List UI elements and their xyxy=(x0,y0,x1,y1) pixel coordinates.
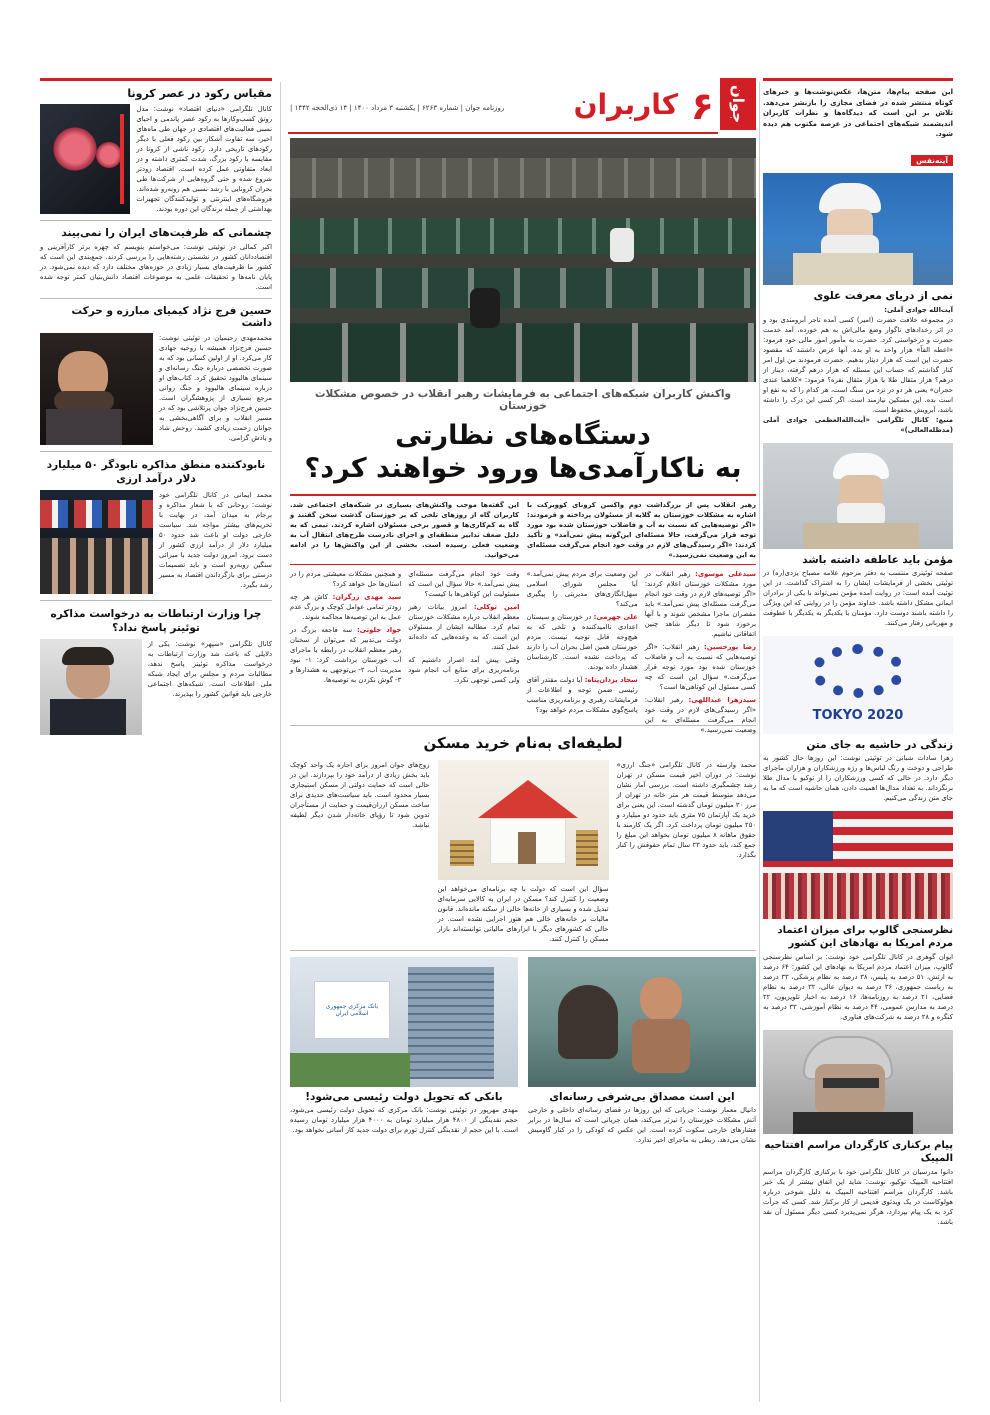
bottom1-title: این است مصداق بی‌شرفی رسانه‌ای xyxy=(549,1091,735,1103)
story1-title: نمی از دریای معرفت علوی xyxy=(813,289,953,302)
parliament-photo xyxy=(290,138,756,382)
intro-text: این صفحه پیام‌ها، متن‌ها، عکس‌نوشت‌ها و خبرهای کوتاه منتشر شده در فضای مجازی را بازنشر می‌دهد. تلاش بر این است که دیدگاه‌ها و نظرات کاربران اندیشمند شبکه‌های اجتماعی در عرصه مکتوب هم دیده شود. xyxy=(763,88,953,139)
headline-rule xyxy=(290,494,756,496)
col4-name-1: سید مهدی زرگران: xyxy=(332,593,402,601)
col1-text-1: رهبر انقلاب: «اگر توصیه‌هایی که نسبت به آب و فاضلاب خوزستان شده بود مورد توجه قرار می‌گرفت.» سؤال این است که چه کسی مسئول این کوتاهی‌ها است؟ xyxy=(644,643,756,691)
boy-buffalo-photo xyxy=(528,957,756,1087)
farajnejad-photo xyxy=(40,333,153,445)
comments-col-2 xyxy=(527,569,638,719)
left-story5-title: چرا وزارت ارتباطات به درخواست مذاکره توئیتر پاسخ نداد؟ xyxy=(50,608,262,634)
left-top-bar xyxy=(40,78,272,81)
comments-col-3 xyxy=(408,569,519,719)
lead-left: این گفته‌ها موجب واکنش‌های بسیاری در شبکه‌های اجتماعی شد. کاربران گاه از روزهای تلخی که بر خوزستان گذشت سخن گفتند و گاه به کم‌کاری‌ها و قصور برخی مسئولان اشاره کردند. تیمی که به دلیل ضعف تدابیر منطقه‌ای و اجرای نادرست طرح‌های انتقال آب به وضعیت فعلی رسیده است. بخشی از این واکنش‌ها را در ادامه می‌خوانید. xyxy=(290,501,519,559)
col4-text-2: سه فاجعه بزرگ در دولت بی‌تدبیر که می‌توان از سخنان رهبر معظم انقلاب در رابطه با ماجرای آب خوزستان برداشت کرد: ۱- نبود مدیریت آب، ۲- بی‌توجهی به هشدارها و ۳- گوش نکردن به توصیه‌ها. xyxy=(290,626,402,684)
col1-name-1: رضا پورحسین: xyxy=(704,643,756,651)
logo-block xyxy=(720,78,756,130)
story3-body: زهرا سادات شبانی در توئیتی نوشت: این روزها حال کشور به طراحی و دوخت و رنگ لباس‌ها و رژه ورزشکاران و هزاران ماجرای دیگر دارد. در حالی که کسی ورزشکاران را از توکیو با مدال طلا برنگرداند. به تعداد مدال‌ها اهمیت دادن، همان حاشیه است که ما به جای متن زندگی می‌کنیم. xyxy=(763,753,953,802)
story4-body: ایوان گوهری در کانال تلگرامی خود نوشت: بر اساس نظرسنجی گالوپ، میزان اعتماد مردم امریکا به نهادهای این کشور: ۶۴ درصد به ارتش، ۵۱ درصد به پلیس، ۳۸ درصد به نظام پزشکی، ۳۳ درصد به ریاست جمهوری، ۳۶ درصد به دیوان عالی، ۳۲ درصد به نظام قضایی، ۲۱ درصد به روزنامه‌ها، ۱۶ درصد به اخبار تلویزیون، ۲۲ درصد به مدارس عمومی، ۴۴ درصد به نظام آموزشی، ۳۳ درصد به کنگره و ۲۸ درصد به شرکت‌های فناوری. xyxy=(763,952,954,1021)
bottom-story-2 xyxy=(290,957,518,1145)
left-story4-body: محمد ایمانی در کانال تلگرامی خود نوشت: روحانی که با شعار مذاکره و برجام به میدان آمد، در نهایت با تحریم‌های بیشتر مواجه شد. سیاست خارجی دولت او باعث شد حدود ۵۰ میلیارد دلار از درآمد ارزی کشور از دست برود. امروز دولت جدید با میراثی سنگین روبه‌رو است و باید تصمیمات درستی برای بازگرداندن اقتصاد به مسیر رشد بگیرد. xyxy=(159,491,272,589)
cleric-photo-2 xyxy=(763,443,953,549)
lead-right: رهبر انقلاب پس از بزرگداشت دوم واکسن کرونای کووبرکت با اشاره به مشکلات خوزستان به گلایه از مسئولان پرداخته و فرمودند: «اگر توصیه‌هایی که نسبت به آب و فاضلاب خوزستان شده بود مورد توجه قرار می‌گرفت، حالا مسئله‌ای این‌گونه پیش نمی‌آمد» و تأکید کردند: «اگر رسیدگی‌های لازم در وقت خود انجام می‌گرفت مسئله‌ای به این وضعیت نمی‌رسید.» xyxy=(527,501,756,559)
olympics-text: TOKYO 2020 xyxy=(812,707,904,723)
feature-title: لطیفه‌ای به‌نام خرید مسکن xyxy=(423,734,623,752)
comments-col-1 xyxy=(644,569,756,734)
col1-name-0: سیدعلی موسوی: xyxy=(695,570,756,578)
right-column xyxy=(763,78,953,1398)
headline-line-1: دستگاه‌های نظارتی xyxy=(395,420,651,451)
feature-middle-text: سؤال این است که دولت با چه برنامه‌ای می‌خواهد این وضعیت را کنترل کند؟ مسکن در ایران به کالایی سرمایه‌ای تبدیل شده و بسیاری از خانه‌ها خالی از سکنه مانده‌اند. قانون مالیات بر خانه‌های خالی هم هنوز اجرایی نشده است. در حالی که کشورهای دیگر با ابزارهای مالیاتی توانسته‌اند بازار مسکن را کنترل کنند. xyxy=(437,885,609,943)
col3-text-2: وقتی پیش آمد اصرار داشتیم که برنامه‌ریزی برای منابع آب انجام شود ولی کسی توجهی نکرد. xyxy=(408,656,520,684)
story1-author: آیت‌الله جوادی آملی: xyxy=(884,305,953,314)
mirror-badge: آینه‌نفس xyxy=(911,155,953,166)
col2-name-1: علی جهرمی: xyxy=(593,613,638,621)
page-number: ۶ xyxy=(690,84,714,128)
col-rule-2 xyxy=(759,82,760,1402)
us-flag-crowd-photo xyxy=(763,811,953,919)
story3-title: زندگی در حاشیه به جای متن xyxy=(806,738,953,751)
negotiators-photo xyxy=(40,490,153,594)
bottom2-title: بانکی که تحویل دولت رئیسی می‌شود! xyxy=(305,1091,503,1103)
bottom1-body: دانیال معمار نوشت: جریانی که این روزها در فضای رسانه‌ای داخلی و خارجی آتش مشکلات خوزستان را تیزتر می‌کند، همان جریانی است که سال‌ها در برابر فشارهای خارجی سکوت کرده است. این عکس که کودکی را در کنار گاومیش نشان می‌دهد، ربطی به ماجرای اخیر ندارد. xyxy=(528,1106,756,1144)
left-sep-1 xyxy=(40,220,272,221)
col3-text-0: وقت خود انجام می‌گرفت مسئله‌ای پیش نمی‌آمد.» حالا سؤال این است که مسئولیت این کوتاهی‌ها با کیست؟ xyxy=(408,570,520,598)
left-story5-body: کانال تلگرامی «سپهر» نوشت: یکی از دلایلی که باعث شد وزارت ارتباطات به درخواست مذاکره توئیتر پاسخ ندهد، مطالبات مردم و مجلس برای ایجاد شبکه ملی اطلاعات است. شبکه‌های اجتماعی خارجی باید قوانین کشور را بپذیرند. xyxy=(147,640,272,698)
left-story1-title: مقیاس رکود در عصر کرونا xyxy=(127,87,272,100)
left-story2-title: چشمانی که ظرفیت‌های ایران را نمی‌بیند xyxy=(61,227,272,239)
story5-body: دانوا مدرسیان در کانال تلگرامی خود با برکناری کارگردان مراسم افتتاحیه المپیک توکیو، نوشت: شاید این اتفاق بیشتر از یک خبر باشد. کارگردان مراسم افتتاحیه المپیک به دلیل شوخی درباره هولوکاست در یک ویدئوی قدیمی از کار برکنار شد. کسی که جرأت کرد به یک پیام بپردازد، هرگز نمی‌پذیرد کسی دیگر مسئول آن نقد باشد. xyxy=(763,1167,953,1226)
col1-name-2: سیدزهرا عبداللهی: xyxy=(688,696,756,704)
feature-left-col xyxy=(290,760,430,944)
bottom-story-1 xyxy=(528,957,756,1145)
story1-body: در مجموعه خلافت حضرت (امیر) کسی آمده ‌تاجر آبرومندی بود و در اثر رخدادهای ناگوار وضع مالی‌اش به هم خورده، آمد خدمت حضرت و درخواستی کرد. حضرت به مأمور امور مالی خود فرمود: «اعطه الفاً» هزار واحد به او بده. آنها عرض داشتند که مقصود حضرت این است که هزار دینار بدهیم. حضرت فرمودند من اول امر کنار گذاشتم که حساب این مسئله که هزار درهم گرفته، دینار از درهم؟ هزار مثقال طلا یا هزار مثقال نقره؟ فرمود: «کلاهما عندی حجران» یعنی هر دو در نزد من سنگ است، هر کدام را که به نفع او است بده. این مسکین نیازمند است. اگر کسی این درک را داشته باشد، آبرویش محفوظ است. xyxy=(763,315,953,414)
col2-text-2: آیا دولت مقتدر آقای رئیسی ضمن توجه و اطلاعات از فرمایشات رهبری و برنامه‌ریزی مناسب پاسخ‌گوی مشکلات مردم خواهد بود؟ xyxy=(526,676,638,714)
left-column xyxy=(40,78,272,1398)
bottom2-body: مهدی مهرپور در توئیتی نوشت: بانک مرکزی که تحویل دولت رئیسی می‌شود، حجم نقدینگی از ۴۸۰۰ هزار میلیارد تومان به ۴۰۰۰ هزار میلیارد تومان رسیده است. با این حجم از نقدینگی کنترل تورم برای دولت جدید کار آسانی نخواهد بود. xyxy=(290,1106,518,1134)
left-sep-3 xyxy=(40,451,272,452)
minister-photo xyxy=(40,639,142,735)
col4-text-0: و همچنین مشکلات معیشتی مردم را در استان‌ها حل خواهد کرد؟ xyxy=(290,570,402,588)
feature-right-text: محمد وارسته در کانال تلگرامی «جنگ ارزی» نوشت: در دوران اخیر قیمت مسکن در تهران رشد چشمگیری داشته است. بررسی آمار نشان می‌دهد متوسط قیمت هر متر خانه در تهران از مرز ۳۰ میلیون تومان گذشته است. این یعنی برای خرید یک آپارتمان ۷۵ متری باید حدود دو میلیارد و ۲۵۰ میلیون تومان پرداخت کرد. اگر یک کارمند با حقوق ماهانه ۸ میلیون تومان بخواهد این مبلغ را جمع کند، باید حدود ۲۳ سال تمام حقوقش را کنار بگذارد. xyxy=(616,761,756,859)
col4-name-2: جواد جلوتی: xyxy=(357,626,402,634)
virus-chart-photo xyxy=(40,104,130,214)
left-story3-title: حسین فرج نژاد کیمیای مبارزه و حرکت داشت xyxy=(71,305,272,329)
central-bank-photo xyxy=(290,957,518,1087)
issue-line: روزنامه جوان | شماره ۶۲۶۳ | یکشنبه ۳ مرداد ۱۴۰۰ | ۱۴ ذی‌الحجه ۱۴۴۲ | xyxy=(290,104,505,112)
masthead-rule xyxy=(288,132,718,134)
col2-text-1: در خوزستان و سیستان اعدادی ناامیدکننده و تلخی که به هیچ‌وجه قابل توجیه نیست. مردم خوزستان همین اصل بحران آب را دارند که پرداخت نشده است. کارشناسان هشدار داده بودند. xyxy=(526,613,638,671)
col4-text-1: کاش هر چه زودتر تمامی عوامل کوچک و بزرگ عدم عمل به این توصیه‌ها محاکمه شوند. xyxy=(290,593,402,621)
section-title: کاربران xyxy=(573,88,678,121)
comments-col-4 xyxy=(290,569,401,719)
cleric-photo-1 xyxy=(763,173,953,285)
col3-name-1: امین توکلی: xyxy=(473,603,520,611)
story4-title: نظرسنجی گالوپ برای میزان اعتماد مردم امریکا به نهادهای این کشور xyxy=(777,924,953,949)
col2-text-0: این وضعیت برای مردم پیش نمی‌آمد.» آیا مجلس شورای اسلامی سهل‌انگاری‌های مدیریتی را پیگیری می‌کند؟ xyxy=(526,570,638,608)
story2-title: مؤمن باید عاطفه داشته باشد xyxy=(802,553,953,566)
left-story4-title: نابودکننده منطق مذاکره نابودگر ۵۰ میلیارد دلار درآمد ارزی xyxy=(46,459,266,485)
house-coins-photo xyxy=(438,760,609,880)
col1-text-0: رهبر انقلاب در مورد مشکلات خوزستان اعلام کردند: «اگر توصیه‌های لازم در وقت خود انجام می‌گرفت مسئله‌ای پیش نمی‌آمد.» باید مقصران ماجرا مشخص شوند و با آنها برخورد شود تا دیگر شاهد چنین اتفاقاتی نباشیم. xyxy=(644,570,756,638)
feature-middle xyxy=(438,760,609,944)
story5-title: پیام برکناری کارگردان مراسم افتتاحیه المپیک xyxy=(764,1139,953,1164)
bottom-separator xyxy=(290,950,756,951)
logo-text: جوان xyxy=(729,84,747,124)
left-sep-4 xyxy=(40,600,272,601)
left-sep-2 xyxy=(40,298,272,299)
right-top-bar xyxy=(763,78,953,81)
left-story1-body: کانال تلگرامی «دنیای اقتصاد» نوشت: مدل رونق کسب‌وکارها به رکود عصر پاندمی و احیای نسبی فعالیت‌های اقتصادی در جهان طی ماه‌های اخیر، سه تفاوت آشکار بین رکود فعلی با دیگر رکودهای تاریخی دارد. رکود ناشی از کرونا در مقایسه با رکود بزرگ، شدت کمتری داشته و در ابعاد متفاوتی عمل کرده است. اقتصاد زودتر شروع شده و حتی گروه‌هایی از شرکت‌ها طی بحران کرونایی با رشد نسبی هم روبه‌رو شده‌اند. فروشگاه‌های اینترنتی و تولیدکنندگان تجهیزات بهداشتی از جمله برندگان این دوره بودند. xyxy=(136,105,272,213)
left-story3-body: محمدمهدی رحیمیان در توئیتی نوشت: حسین فرج‌نژاد همیشه با روحیه جهادی کار می‌کرد. او از اولین کسانی بود که به صورت تخصصی درباره جنگ رسانه‌ای و سینمای هالیوود تحقیق کرد. کتاب‌های او درباره سینمای هالیوود و جنگ روانی مرجع بسیاری از پژوهشگران است. حسین فرج‌نژاد جوان پرتلاشی بود که در مسیر انقلاب و برای آگاهی‌بخشی به جوانان زحمت زیادی کشید. روحش شاد و یادش گرامی. xyxy=(159,334,272,442)
col-rule-1 xyxy=(280,82,281,1402)
director-photo xyxy=(763,1030,953,1134)
lead-rule xyxy=(290,564,756,565)
olympics-photo xyxy=(763,636,953,734)
comments-grid xyxy=(290,569,756,734)
col2-name-2: سجاد یزدان‌پناه: xyxy=(584,676,638,684)
bank-logo-text: بانک مرکزی جمهوری اسلامی ایران xyxy=(325,1003,379,1017)
col1-text-2: رهبر انقلاب: «اگر رسیدگی‌های لازم در وقت خود انجام می‌گرفت مسئله‌ای به این وضعیت نمی‌رسید.» xyxy=(644,696,756,734)
feature-right-col xyxy=(617,760,757,944)
kicker: واکنش کاربران شبکه‌های اجتماعی به فرمایشات رهبر انقلاب در خصوص مشکلات خوزستان xyxy=(314,388,732,412)
left-story2-body: اکبر کمالی در توئیتی نوشت: می‌خواستم بنویسم که چهره برتر کارآفرینی و اقتصاددانان کشور در نشستی رشته‌هایی را بررسی کردند. جمع‌بندی این است که کشور ما ظرفیت‌های بسیار زیادی در حوزه‌های مختلف دارد که دیده نمی‌شود. در پایان نامه‌ها و تحقیقات علمی به موضوعات اقتصاد دانش‌بنیان کمتر توجه شده است. xyxy=(40,243,272,291)
center-column xyxy=(290,138,756,1408)
story2-body: صفحه توئیتری منتسب به دفتر مرحوم علامه مصباح یزدی(ره) در توئیتی بخشی از فرمایشات ایشان را به اشتراک گذاشت. در این توئیت آمده است: در روایت آمده مؤمن نمی‌تواند با یکی از برادران ایمانی مشکل داشته باشد. خداوند مؤمن را در روایتی که این ویژگی را داشته باشند دوست دارد. مؤمنان با یکدیگر به یکدیگر با عطوفت و مهربانی رفتار می‌کنند. xyxy=(763,568,953,627)
feature-left-text: زوج‌های جوان امروز برای اجاره یک واحد کوچک باید بخش زیادی از درآمد خود را بپردازند. این در حالی است که حمایت دولتی از مسکن استیجاری بسیار محدود است. باید سیاست‌های جدیدی برای ساخت مسکن ارزان‌قیمت و حمایت از مستأجران تدوین شود تا رؤیای خانه‌دار شدن دیگر لطیفه نباشد. xyxy=(290,761,430,829)
headline-line-2: به ناکارآمدی‌ها ورود خواهند کرد؟ xyxy=(304,453,742,484)
col3-text-1: امروز بیانات رهبر معظم انقلاب درباره مشکلات خوزستان تمام کرد. مطالبه ایشان از مسئولان این است که به وعده‌هایی که داده‌اند عمل کنند. xyxy=(408,603,520,651)
story1-source: منبع: کانال تلگرامی «آیت‌الله‌العظمی جوادی آملی (مدظله‌العالی)» xyxy=(763,415,953,434)
